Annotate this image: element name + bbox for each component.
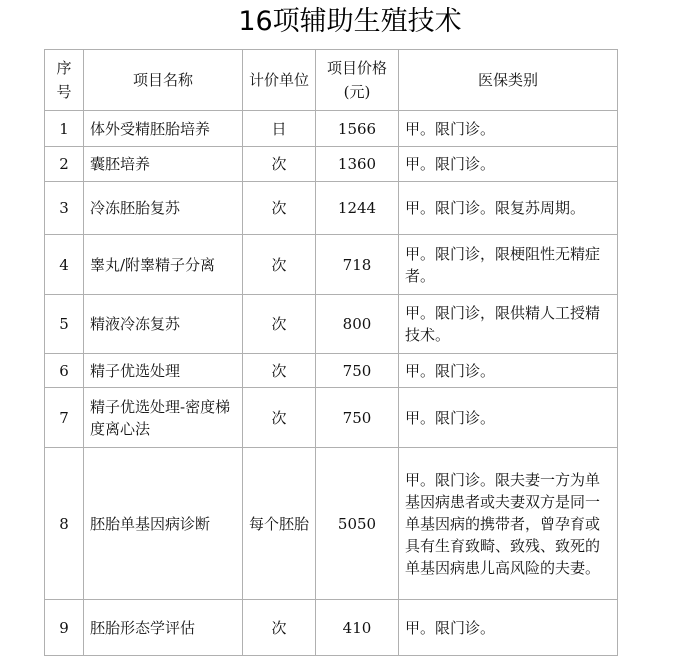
header-name: 项目名称 xyxy=(84,50,243,111)
row-insurance: 甲。限门诊，限供精人工授精技术。 xyxy=(399,295,618,354)
table-row xyxy=(45,147,618,182)
row-unit: 每个胚胎 xyxy=(243,448,316,600)
row-price: 410 xyxy=(316,600,399,656)
row-name: 精子优选处理-密度梯度离心法 xyxy=(84,388,243,448)
row-price: 1360 xyxy=(316,147,399,182)
row-unit: 次 xyxy=(243,295,316,354)
row-index: 5 xyxy=(45,295,84,354)
header-index: 序号 xyxy=(45,50,84,111)
row-insurance: 甲。限门诊。 xyxy=(399,147,618,182)
row-insurance: 甲。限门诊。 xyxy=(399,388,618,448)
row-unit: 次 xyxy=(243,600,316,656)
document-title: 16项辅助生殖技术 xyxy=(238,6,462,37)
table-row xyxy=(45,182,618,235)
table-row xyxy=(45,111,618,147)
row-index: 4 xyxy=(45,235,84,295)
table-row xyxy=(45,354,618,388)
row-index: 8 xyxy=(45,448,84,600)
row-price: 750 xyxy=(316,354,399,388)
row-price: 1244 xyxy=(316,182,399,235)
row-name: 胚胎形态学评估 xyxy=(84,600,243,656)
row-name: 精子优选处理 xyxy=(84,354,243,388)
row-insurance: 甲。限门诊。 xyxy=(399,354,618,388)
row-price: 750 xyxy=(316,388,399,448)
row-unit: 次 xyxy=(243,388,316,448)
row-unit: 次 xyxy=(243,235,316,295)
row-index: 9 xyxy=(45,600,84,656)
table-row xyxy=(45,235,618,295)
row-name: 胚胎单基因病诊断 xyxy=(84,448,243,600)
table-row xyxy=(45,448,618,600)
row-price: 1566 xyxy=(316,111,399,147)
row-index: 1 xyxy=(45,111,84,147)
row-insurance: 甲。限门诊。限复苏周期。 xyxy=(399,182,618,235)
row-price: 718 xyxy=(316,235,399,295)
row-insurance: 甲。限门诊。 xyxy=(399,600,618,656)
table-row xyxy=(45,388,618,448)
header-unit: 计价单位 xyxy=(243,50,316,111)
row-unit: 次 xyxy=(243,147,316,182)
fee-table xyxy=(44,49,618,656)
row-index: 2 xyxy=(45,147,84,182)
row-insurance: 甲。限门诊。 xyxy=(399,111,618,147)
row-name: 囊胚培养 xyxy=(84,147,243,182)
row-insurance: 甲。限门诊，限梗阻性无精症者。 xyxy=(399,235,618,295)
row-name: 体外受精胚胎培养 xyxy=(84,111,243,147)
row-name: 冷冻胚胎复苏 xyxy=(84,182,243,235)
row-insurance: 甲。限门诊。限夫妻一方为单基因病患者或夫妻双方是同一单基因病的携带者，曾孕育或具有生育致畸、致残、致死的单基因病患儿高风险的夫妻。 xyxy=(399,448,618,600)
header-insurance: 医保类别 xyxy=(399,50,618,111)
row-index: 3 xyxy=(45,182,84,235)
row-unit: 次 xyxy=(243,354,316,388)
row-name: 精液冷冻复苏 xyxy=(84,295,243,354)
row-unit: 次 xyxy=(243,182,316,235)
table-row xyxy=(45,295,618,354)
row-price: 5050 xyxy=(316,448,399,600)
table-row xyxy=(45,600,618,656)
row-unit: 日 xyxy=(243,111,316,147)
row-index: 7 xyxy=(45,388,84,448)
row-price: 800 xyxy=(316,295,399,354)
row-index: 6 xyxy=(45,354,84,388)
row-name: 睾丸/附睾精子分离 xyxy=(84,235,243,295)
header-price: 项目价格(元) xyxy=(316,50,399,111)
table-header-row xyxy=(45,50,618,111)
